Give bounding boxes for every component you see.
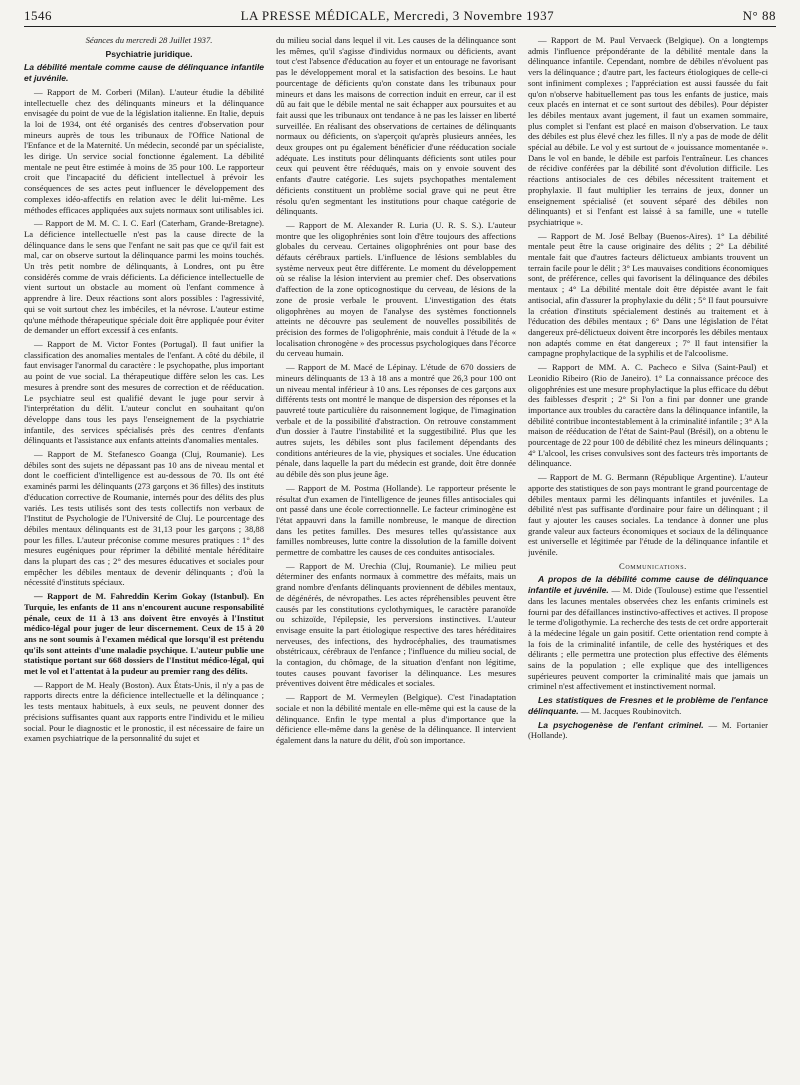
paragraph: — Rapport de M. Urechia (Cluj, Roumanie). Le milieu peut déterminer des enfants normaux à commettre des méfaits, mais un grand nombre d'enfants délinquants proviennent de débiles mentaux, de dégénérés, de névropathes. Les actes répréhensibles peuvent être causés par les constitutions cyclothymiques, le caractère paranoïde ou schizoïde, l'épilepsie, les perversions instinctives. L'auteur envisage ensuite la part étiologique respective des tares héréditaires nerveuses, des infections, des hydrocéphalies, des traumatismes obstétricaux, cérébraux de l'enfance ; l'influence du milieu social, de la contagion, du chômage, de la situation d'enfant non légitime, toutes causes pouvant favoriser la délinquance. Les mesures préventives doivent être médicales et sociales.: [276, 560, 516, 689]
paragraph: — Rapport de M. Fahreddin Kerim Gokay (Istanbul). En Turquie, les enfants de 11 ans n'encourent aucune responsabilité pénale, ceux de 11 à 13 ans doivent être envoyés à l'Institut médico-légal pour juger de leur discernement. Ceux de 15 à 20 ans ne sont soumis à l'examen médical que lorsqu'il est prétendu qu'ils sont atteints d'une maladie psychique. L'auteur publie une statistique portant sur 668 dossiers de l'Institut médico-légal, qui met le vol et l'attentat à la pudeur au premier rang des délits.: [24, 591, 264, 677]
paragraph: — Rapport de M. Macé de Lépinay. L'étude de 670 dossiers de mineurs délinquants de 13 à 18 ans a montré que 26,3 pour 100 ont un niveau mental inférieur à 10 ans. Les réponses de ces garçons aux différents tests ont montré le manque de dispersion des réponses et la pauvreté toute particulière du raisonnement logique, de l'imagination verbale et de la possibilité d'abstraction. On retrouve constamment d'un dossier à l'autre l'instabilité et la suggestibilité. Plus que les autres sujets, les débiles sont plus facilement dépendants des conditions antérieures de la vie, physiques et sociales. Une éducation pénale, dans laquelle la part du médecin est grande, doit être donnée au débile dès son plus jeune âge.: [276, 362, 516, 480]
paragraph: — Rapport de M. Stefanesco Goanga (Cluj, Roumanie). Les débiles sont des sujets ne dépassant pas 10 ans de niveau mental et dont le coefficient d'intelligence est au-dessous de 70. Ils ont été examinés parmi les délinquants (273 garçons et 36 filles) des instituts d'éducation corrective de Roumanie, internés pour des délits des plus variés. Les tests utilisés sont des tests collectifs non verbaux de l'Institut de Psychologie de l'Université de Cluj. Le pourcentage des débiles mentaux délinquants est de 31,13 pour les garçons ; 38,88 pour les filles. L'auteur préconise comme mesures pratiques : 1° des mesures eugéniques pour réprimer la débilité mentale héréditaire dans la plupart des cas ; 2° des mesures éducatives et sociales pour empêcher les débiles mentaux de devenir délinquants ; d'où la nécessité d'instituts spéciaux.: [24, 449, 264, 588]
columns: [24, 35, 776, 1085]
journal-title: LA PRESSE MÉDICALE, Mercredi, 3 Novembre 1937: [240, 8, 555, 23]
paragraph: — Rapport de M. José Belbay (Buenos-Aires). 1° La débilité mentale peut être la cause originaire des délits ; 2° La débilité mentale fait que d'autres facteurs délictueux ambiants trouvent un terrain facile pour le délit ; 3° Les mauvaises conditions économiques sont, de préférence, celles qui favorisent la délinquance des débiles mentaux ; 4° La débilité mentale doit être dépistée avant le fait antisocial, afin d'assurer la prophylaxie du délit ; 5° Il faut poursuivre la création d'instituts spécialement destinés au traitement et à l'éducation des débiles mentaux ; 6° Dans une législation de l'état dangereux pré-délictueux doivent être incorporés les débiles mentaux non adaptés comme en état dangereux ; 7° Il faut intensifier la campagne prophylactique de la syphilis et de l'alcoolisme.: [528, 230, 768, 359]
paragraph: — Rapport de M. G. Bermann (République Argentine). L'auteur apporte des statistiques de son pays montrant le grand pourcentage de débiles mentaux parmi les délinquants infantiles et juvéniles. La débilité n'est pas suffisante d'ordinaire pour faire un délinquant ; il faut y ajouter les causes sociales. La tendance à donner une plus grande valeur aux facteurs économiques et sociaux de la délinquance est universelle et légitimée par l'étude de la délinquance infantile et juvénile.: [528, 472, 768, 558]
masthead: [24, 8, 776, 27]
issue-number: N° 88: [742, 8, 776, 23]
paragraph: — Rapport de M. Postma (Hollande). Le rapporteur présente le résultat d'un examen de l'intelligence de jeunes filles antisociales qui ont passé dans une école correctionnelle. Le facteur criminogène est l'état appauvri dans la famille nombreuse, le manque de direction dans les petites familles. Des mesures telles qu'assistance aux familles nombreuses, lutte contre la dissolution de la famille doivent permettre de combattre les causes de ces conduites antisociales.: [276, 482, 516, 558]
column-1: [24, 35, 264, 1085]
paragraph: — Rapport de MM. A. C. Pacheco e Silva (Saint-Paul) et Leonidio Ribeiro (Rio de Janeiro). 1° La connaissance précoce des oligophrénies est une mesure prophylactique la plus efficace du début des faiblesses d'esprit ; 2° Si l'on a fini par donner une grande importance aux troubles du caractère dans la délinquance infantile, la débilité contribue incontestablement à la criminalité infantile ; 3° A la maison de rééducation de l'état de Saint-Paul (Brésil), on a obtenu le pourcentage de 22 pour 100 de débilité chez les mineurs délinquants ; 4° L'alcool, les crises convulsives sont des facteurs très importants de délinquance.: [528, 362, 768, 469]
communication: La psychogenèse de l'enfant criminel. — M. Fortanier (Hollande).: [528, 719, 768, 741]
section-heading: Psychiatrie juridique.: [105, 48, 193, 59]
communication: Les statistiques de Fresnes et le problème de l'enfance délinquante. — M. Jacques Roubinovitch.: [528, 695, 768, 716]
seance-date: Séances du mercredi 28 Juillet 1937.: [85, 35, 213, 45]
paragraph: — Rapport de M. M. C. I. C. Earl (Caterham, Grande-Bretagne). La déficience intellectuelle n'est pas la cause directe de la délinquance dans le sens que l'enfant ne sait pas que ce qu'il fait est mal, car on observe surtout la délinquance parmi les moins touchés. Un très petit nombre de délinquants, à Londres, ont pu être considérés comme de vrais déficients. La déficience intellectuelle de vient surtout un obstacle au moment où l'enfant commence à apprendre à lire. Deux réactions sont alors possibles : l'agressivité, qui se voit surtout chez les imbéciles, et la névrose. L'auteur estime qu'une méthode thérapeutique spéciale doit être appliquée pour éviter de demander un effort excessif à ces enfants.: [24, 218, 264, 336]
paragraph: — Rapport de M. Corberi (Milan). L'auteur étudie la débilité intellectuelle chez des délinquants mineurs et la délinquance envisagée du point de vue de la législation italienne. En Italie, depuis la loi de 1934, ont été organisés des centres d'observation pour mineurs auprès de tous les tribunaux de l'Office National de l'Enfance et de la Maternité. Un médecin, secondé par un spécialiste, les dirige. Un service social fonctionne également. La débilité mentale ne peut être estimée à moins de 35 pour 100. Le rapporteur croit que l'incapacité du déficient intellectuel à prévoir les conséquences de ses actes peut influencer le développement des complexes idéo-affectifs en relation avec le délit lui-même. Les méthodes efficaces appliquées aux sujets normaux sont utilisables ici.: [24, 86, 264, 215]
paragraph: du milieu social dans lequel il vit. Les causes de la délinquance sont les mêmes, qu'il s'agisse d'individus normaux ou déficients, avant tout c'est l'absence d'éducation au foyer et un entourage ne favorisant pas le développement moral et la satisfaction des besoins. Le haut pourcentage de déficients qu'on constate dans les tribunaux pour mineurs et dans les maisons de correction induit en erreur, car il est dû au fait que le débile mental ne sait échapper aux poursuites et au fait aussi que les tribunaux ont tendance à ne pas les laisser en liberté surveillée. En réalisant des observations de certaines de délinquants normaux ou déficients, on s'aperçoit qu'après plusieurs années, les deux groupes ont pu également bénéficier d'une rééducation sociale adéquate. Les instituts pour délinquants déficients sont utiles pour ceux qui peuvent être rééduqués, mais on y envoie souvent des enfants d'autre catégorie. Les sujets psychopathes mentalement déficients constituent un problème social grave qui ne peut être résolu qu'en segmentant les institutions pour chaque catégorie de délinquants.: [276, 35, 516, 217]
paragraph: — Rapport de M. Alexander R. Luria (U. R. S. S.). L'auteur montre que les oligophrénies sont loin d'être toujours des affections globales du cerveau. Certaines oligophrénies ont pour base des défauts cérébraux partiels. L'influence de lésions semblables du système nerveux peut être différente. Le moment du développement où se réalise la lésion intervient au premier chef. Des observations d'affection de la zone opticognostique du cerveau, de lésions de la zone de prosie verbale le prouvent. L'investigation des états oligophrènes au moyen de l'analyse des systèmes fonctionnels atteints ne découvre pas seulement de nouvelles possibilités de précision des formes de l'oligophrénie, mais conduit à l'étude de la « localisation chronogène » des processus psychologiques dans l'écorce du cerveau humain.: [276, 219, 516, 359]
paragraph: — Rapport de M. Healy (Boston). Aux États-Unis, il n'y a pas de rapports directs entre la déficience intellectuelle et la délinquance ; les tests mentaux habituels, à eux seuls, ne peuvent donner des précisions suffisantes quant aux rapports entre l'individu et le milieu social. Pour le diagnostic et le pronostic, il est nécessaire de faire un examen psychiatrique de la personnalité du sujet et: [24, 679, 264, 744]
paragraph: — Rapport de M. Vermeylen (Belgique). C'est l'inadaptation sociale et non la débilité mentale en elle-même qui est la cause de la délinquance. Enfin le type mental a plus d'importance que la déficience elle-même dans la genèse de la délinquance. Il intervient également dans la nature du délit, d'où son importance.: [276, 692, 516, 745]
article-title: La débilité mentale comme cause de délinquance infantile et juvénile.: [24, 62, 264, 84]
paragraph: — Rapport de M. Paul Vervaeck (Belgique). On a longtemps admis l'influence prépondérante de la débilité mentale dans la délinquance infantile. Cependant, nombre de débiles n'évoluent pas vers la délinquance ; d'autre part, les facteurs étiologiques de celle-ci sont infiniment complexes ; l'appréciation est aussi faussée du fait qu'on n'observe habituellement pas tous les enfants de justice, mais ceux placés en internat et ce sont surtout des débiles). Pour dépister les débiles mentaux avant jugement, il faut un examen sommaire, plus complet si l'enfant est placé en maison d'observation. Le taux des débiles est plus élevé chez les filles. Il n'y a pas de mode de délit spécial au débile. Le vol y est surtout de « jouissance momentanée ». Dans le vol en bande, le débile est parfois l'entraîneur. Les chances de récidive conférées par la débilité sont d'évolution difficile. Les réactions antisociales de ces débiles nécessitent traitement et prophylaxie. Il faut multiplier les terrains de jeux, donner un enseignement spécialisé (et souvent séparé des débiles non délinquants) et si l'enfant est laissé à sa famille, une « tutelle psychiatrique ».: [528, 35, 768, 227]
communication: A propos de la débilité comme cause de délinquance infantile et juvénile. — M. Dide (Toulouse) estime que l'essentiel dans les lacunes mentales observées chez les enfants criminels est fourni par des défaillances instinctivo-affectives et actives. Il propose le terme d'oligothymie. La recherche des tests de cet ordre apporterait à la médecine légale un gain positif. Cette orientation rend compte à la fois de la criminalité infantile, de celle des hystériques et des délirants ; elle permettra une protection plus effective des éléments sains de la population ; elle explique que des intelligences supérieures peuvent comporter la criminalité mais que jamais un criminel n'est affectivement et instinctivement normal.: [528, 574, 768, 692]
communications-heading: Communications.: [619, 560, 687, 571]
column-2: [276, 35, 516, 1085]
page-number: 1546: [24, 8, 52, 23]
column-3: [528, 35, 768, 1085]
paragraph: — Rapport de M. Victor Fontes (Portugal). Il faut unifier la classification des anomalies mentales de l'enfant. A côté du débile, il faut envisager l'anormal du caractère : le psychopathe, plus important au point de vue social. La thérapeutique diffère selon les cas. Les mesures à prendre sont des mesures de correction et de rééducation. Le psychiatre seul est qualifié devant le juge pour servir à l'interprétation du délit. L'auteur conclut en souhaitant qu'on développe dans tous les pays l'enseignement de la psychiatrie infantile, des services spécialisés près des centres d'enfants délinquants et l'assistance aux enfants atteints d'anomalies mentales.: [24, 338, 264, 446]
